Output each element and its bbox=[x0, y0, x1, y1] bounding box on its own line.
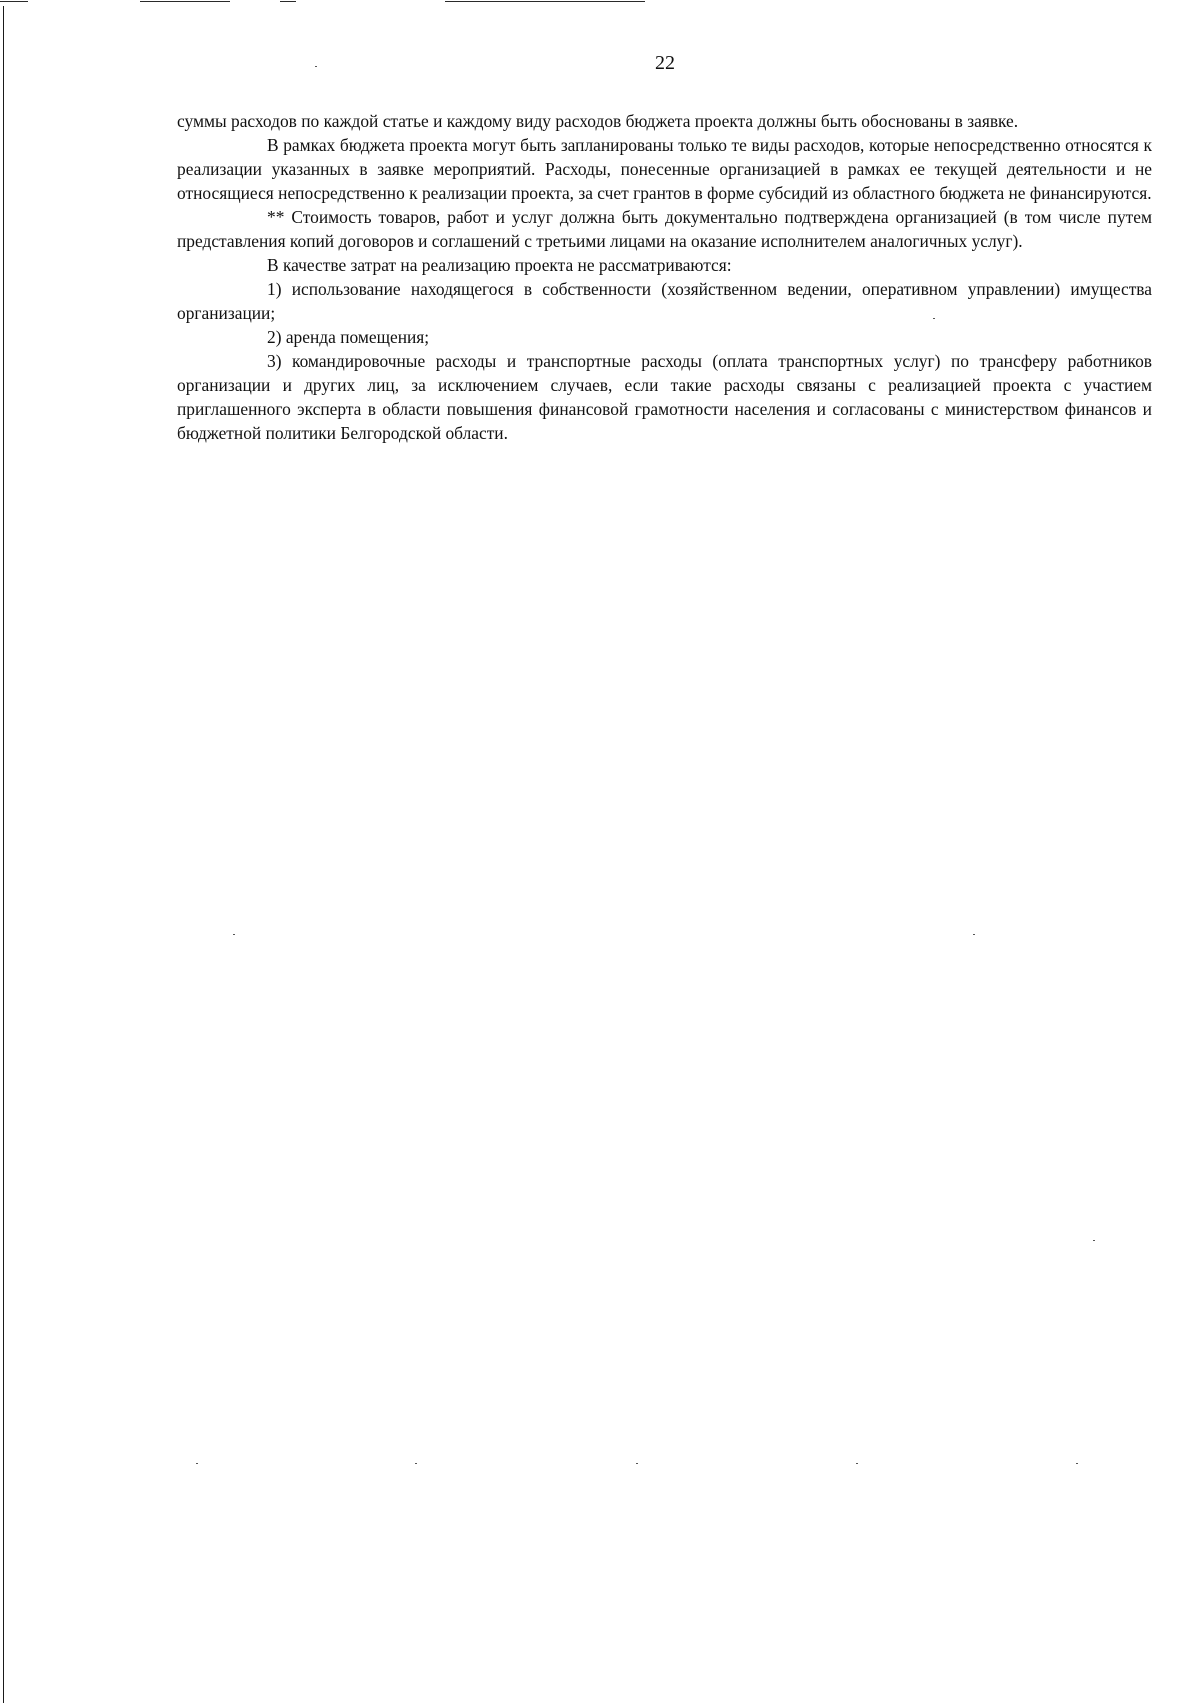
list-item-premises-rent: 2) аренда помещения; bbox=[267, 327, 430, 347]
paragraph-cost-confirmation-footnote: ** Стоимость товаров, работ и услуг должна быть документально подтверждена организацией (в том числе путем представления копий договоров и соглашений с третьими лицами на оказание исполнителем аналогичных услуг). bbox=[177, 207, 1152, 251]
list-item-travel-expenses: 3) командировочные расходы и транспортные расходы (оплата транспортных услуг) по трансферу работников организации и других лиц, за исключением случаев, если такие расходы связаны с реализацией проекта с участием приглашенного эксперта в области повышения финансовой грамотности населения и согласованы с министерством финансов и бюджетной политики Белгородской области. bbox=[177, 351, 1152, 443]
scan-speck bbox=[636, 1463, 638, 1464]
scan-speck bbox=[1093, 1240, 1095, 1241]
scan-artifact-line bbox=[280, 1, 296, 2]
scan-artifact-line bbox=[0, 1, 28, 2]
list-item-property-use: 1) использование находящегося в собственности (хозяйственном ведении, оперативном управлении) имущества организации; bbox=[177, 279, 1152, 323]
scan-speck bbox=[415, 1463, 417, 1464]
scan-speck bbox=[233, 934, 235, 935]
paragraph-justification-continuation: суммы расходов по каждой статье и каждому виду расходов бюджета проекта должны быть обоснованы в заявке. bbox=[177, 111, 1019, 131]
scan-speck bbox=[1076, 1463, 1078, 1464]
document-body bbox=[177, 109, 1152, 445]
scan-artifact-line bbox=[140, 1, 230, 2]
scan-edge-line bbox=[3, 6, 4, 1703]
paragraph-allowed-expenses: В рамках бюджета проекта могут быть запланированы только те виды расходов, которые непосредственно относятся к реализации указанных в заявке мероприятий. Расходы, понесенные организацией в рамках ее текущей деятельности и не относящиеся непосредственно к реализации проекта, за счет грантов в форме субсидий из областного бюджета не финансируются. bbox=[177, 135, 1152, 203]
scan-speck bbox=[196, 1463, 198, 1464]
scan-speck bbox=[856, 1463, 858, 1464]
scan-speck bbox=[973, 934, 975, 935]
page-number: 22 bbox=[655, 52, 675, 74]
scan-artifact-line bbox=[445, 1, 645, 2]
paragraph-excluded-costs-heading: В качестве затрат на реализацию проекта не рассматриваются: bbox=[267, 255, 732, 275]
